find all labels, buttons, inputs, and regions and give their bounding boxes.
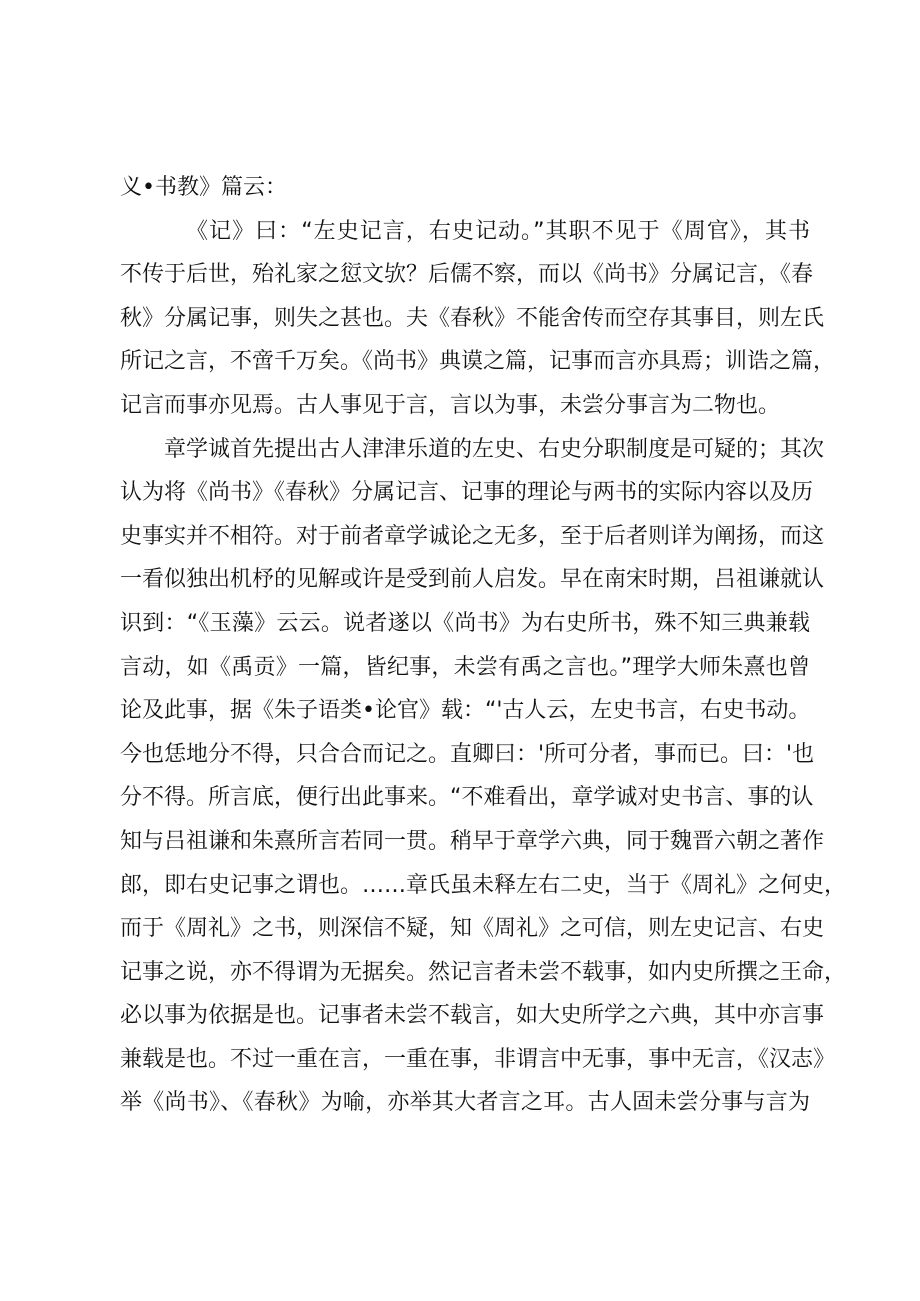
text-line: 史事实并不相符。对于前者章学诚论之无多，至于后者则详为阐扬，而这 <box>120 523 825 549</box>
text-line: 记言而事亦见焉。古人事见于言，言以为事，未尝分事言为二物也。 <box>120 392 781 418</box>
text-line: 必以事为依据是也。记事者未尝不载言，如大史所学之六典，其中亦言事 <box>120 1003 825 1029</box>
text-line: 《记》曰：“左史记言，右史记动。”其职不见于《周官》，其书 <box>186 218 810 244</box>
text-line: 秋》分属记事，则失之甚也。夫《春秋》不能舍传而空存其事目，则左氏 <box>120 305 825 331</box>
text-line: 不传于后世，殆礼家之愆文欤？后儒不察，而以《尚书》分属记言，《春 <box>120 262 814 288</box>
text-line: 言动，如《禹贡》一篇，皆纪事，未尝有禹之言也。”理学大师朱熹也曾 <box>120 654 810 680</box>
text-line: 今也恁地分不得，只合合而记之。直卿曰：'所可分者，事而已。曰：'也 <box>120 741 815 767</box>
text-line: 知与吕祖谦和朱熹所言若同一贯。稍早于章学六典，同于魏晋六朝之著作 <box>120 828 825 854</box>
text-line: 论及此事，据《朱子语类•论官》载：“'古人云，左史书言，右史书动。 <box>120 698 811 724</box>
text-line: 识到：“《玉藻》云云。说者遂以《尚书》为右史所书，殊不知三典兼载 <box>120 610 810 636</box>
text-line: 兼载是也。不过一重在言，一重在事，非谓言中无事，事中无言，《汉志》 <box>120 1046 836 1072</box>
text-line: 一看似独出机杼的见解或许是受到前人启发。早在南宋时期，吕祖谦就认 <box>120 567 825 593</box>
text-line: 认为将《尚书》《春秋》分属记言、记事的理论与两书的实际内容以及历 <box>120 480 814 506</box>
text-line: 分不得。所言底，便行出此事来。“不难看出，章学诚对史书言、事的认 <box>120 785 814 811</box>
text-line: 而于《周礼》之书，则深信不疑，知《周礼》之可信，则左史记言、右史 <box>120 916 825 942</box>
text-line: 郎，即右史记事之谓也。……章氏虽未释左右二史，当于《周礼》之何史， <box>120 872 847 898</box>
body-text <box>120 166 847 1125</box>
text-line: 所记之言，不啻千万矣。《尚书》典谟之篇，记事而言亦具焉；训诰之篇， <box>120 349 836 375</box>
text-line: 章学诚首先提出古人津津乐道的左史、右史分职制度是可疑的；其次 <box>164 436 825 462</box>
text-line: 记事之说，亦不得谓为无据矣。然记言者未尝不载事，如内史所撰之王命， <box>120 959 847 985</box>
text-line: 义•书教》篇云： <box>120 175 287 200</box>
text-line: 举《尚书》、《春秋》为喻，亦举其大者言之耳。古人固未尝分事与言为 <box>120 1090 810 1116</box>
